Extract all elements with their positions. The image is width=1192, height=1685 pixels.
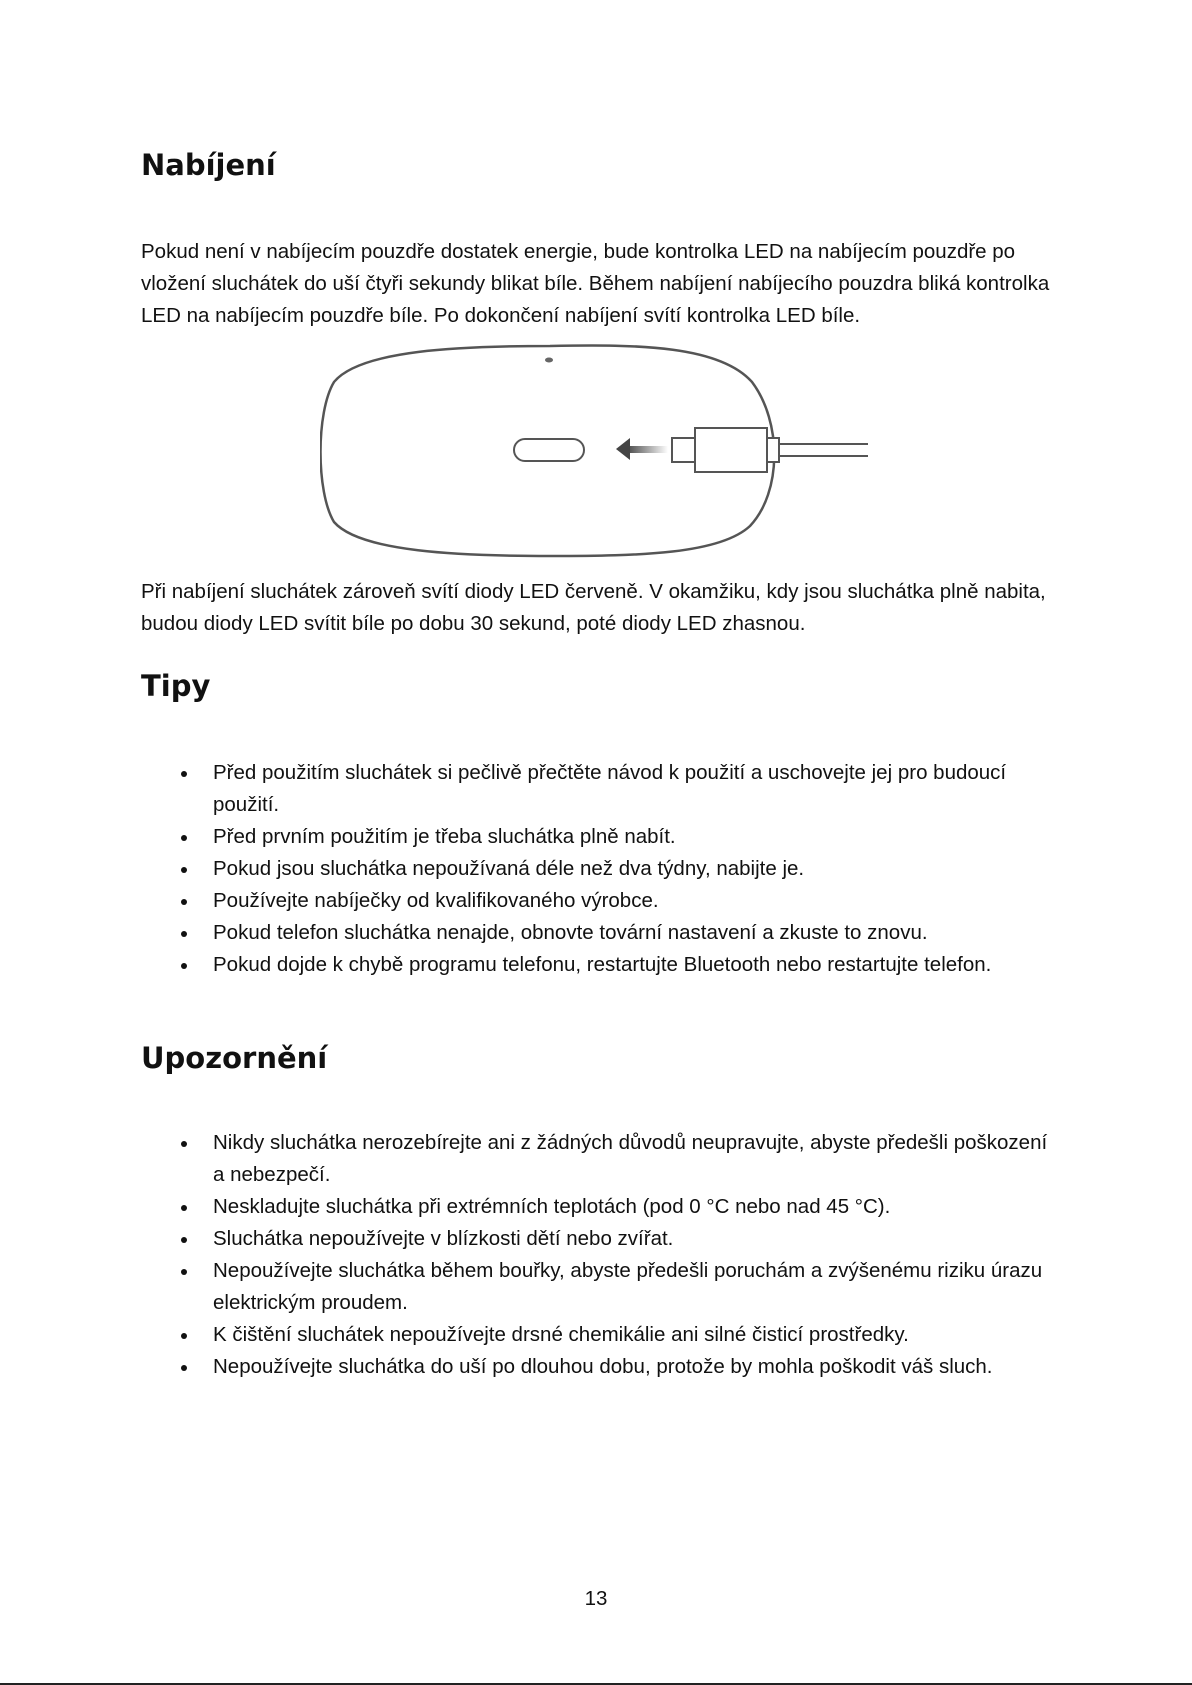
list-item <box>0 821 1053 853</box>
heading-warnings: Upozornění <box>141 1041 328 1075</box>
list-item-text: Neskladujte sluchátka při extrémních teplotách (pod 0 °C nebo nad 45 °C). <box>213 1195 891 1218</box>
bullet-icon <box>181 1205 187 1211</box>
page-number: 13 <box>584 1587 608 1610</box>
bullet-icon <box>181 931 187 937</box>
list-item-text: Používejte nabíječky od kvalifikovaného výrobce. <box>213 889 659 912</box>
charging-case-illustration <box>320 342 880 562</box>
list-item <box>0 1191 1053 1223</box>
list-item <box>0 917 1053 949</box>
list-item-text: Nikdy sluchátka nerozebírejte ani z žádných důvodů neupravujte, abyste předešli poškození a nebezpečí. <box>213 1131 1048 1186</box>
bullet-icon <box>181 963 187 969</box>
list-item <box>0 853 1053 885</box>
list-item-text: Nepoužívejte sluchátka během bouřky, abyste předešli poruchám a zvýšenému riziku úrazu elektrickým proudem. <box>213 1259 1043 1314</box>
bullet-icon <box>181 835 187 841</box>
bullet-icon <box>181 1141 187 1147</box>
list-item-text: Pokud jsou sluchátka nepoužívaná déle než dva týdny, nabijte je. <box>213 857 805 880</box>
list-item-text: Sluchátka nepoužívejte v blízkosti dětí nebo zvířat. <box>213 1227 674 1250</box>
list-item-text: K čištění sluchátek nepoužívejte drsné chemikálie ani silné čisticí prostředky. <box>213 1323 909 1346</box>
list-item <box>0 885 1053 917</box>
list-item <box>0 1255 1053 1319</box>
charging-led-paragraph: Při nabíjení sluchátek zároveň svítí diody LED červeně. V okamžiku, kdy jsou sluchátka plně nabita, budou diody LED svítit bíle po dobu 30 sekund, poté diody LED zhasnou. <box>141 580 1046 635</box>
bullet-icon <box>181 1269 187 1275</box>
charging-intro-paragraph: Pokud není v nabíjecím pouzdře dostatek energie, bude kontrolka LED na nabíjecím pouzdře po vložení sluchátek do uší čtyři sekundy blikat bíle. Během nabíjení nabíjecího pouzdra bliká kontrolka LED na nabíjecím pouzdře bíle. Po dokončení nabíjení svítí kontrolka LED bíle. <box>141 240 1050 327</box>
bullet-icon <box>181 867 187 873</box>
bullet-icon <box>181 771 187 777</box>
list-item-text: Před použitím sluchátek si pečlivě přečtěte návod k použití a uschovejte jej pro budoucí použití. <box>213 761 1007 816</box>
warnings-list <box>0 1127 1053 1383</box>
list-item <box>0 1127 1053 1191</box>
list-item <box>0 1223 1053 1255</box>
bullet-icon <box>181 1333 187 1339</box>
list-item-text: Pokud dojde k chybě programu telefonu, restartujte Bluetooth nebo restartujte telefon. <box>213 953 992 976</box>
list-item <box>0 757 1053 821</box>
list-item-text: Před prvním použitím je třeba sluchátka plně nabít. <box>213 825 676 848</box>
bullet-icon <box>181 899 187 905</box>
list-item-text: Pokud telefon sluchátka nenajde, obnovte tovární nastavení a zkuste to znovu. <box>213 921 928 944</box>
bullet-icon <box>181 1365 187 1371</box>
bullet-icon <box>181 1237 187 1243</box>
tips-list <box>0 757 1053 981</box>
heading-tips: Tipy <box>141 669 211 703</box>
list-item <box>0 949 1053 981</box>
list-item <box>0 1351 1053 1383</box>
heading-charging: Nabíjení <box>141 148 276 182</box>
list-item-text: Nepoužívejte sluchátka do uší po dlouhou dobu, protože by mohla poškodit váš sluch. <box>213 1355 993 1378</box>
list-item <box>0 1319 1053 1351</box>
charging-case-usb-c-icon <box>320 342 880 562</box>
